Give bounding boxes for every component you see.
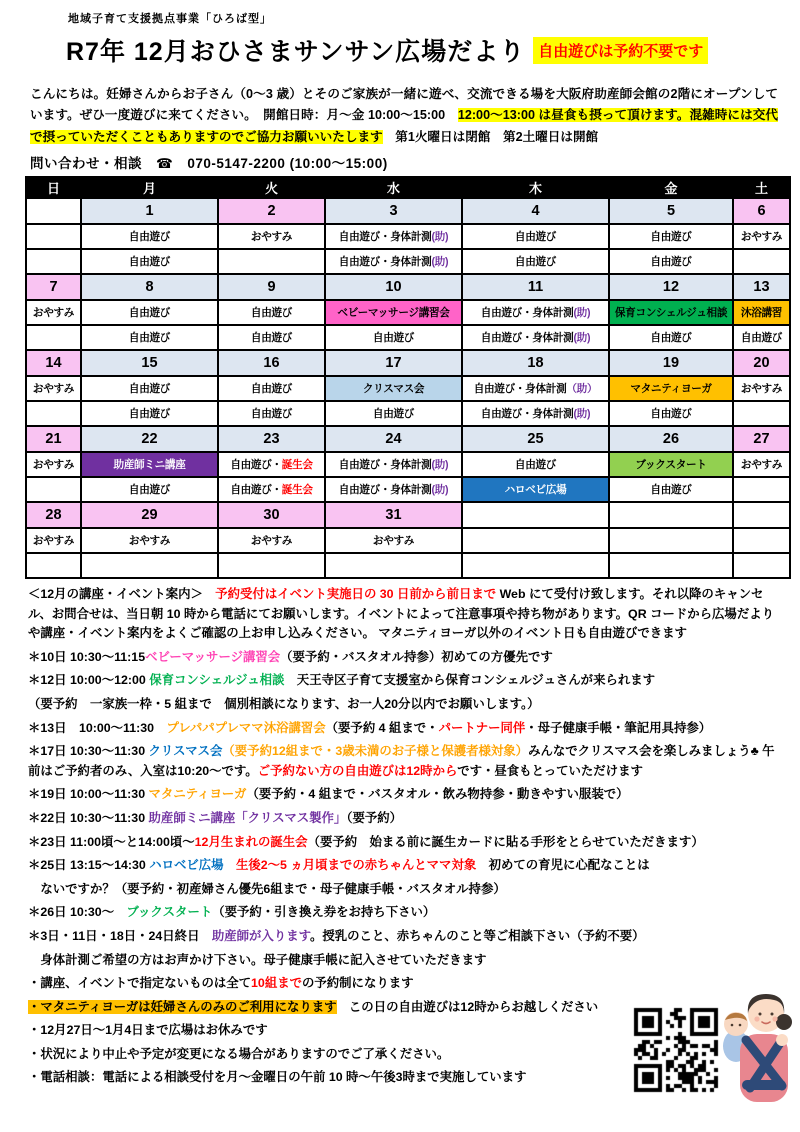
date-cell: 6 bbox=[733, 198, 790, 224]
text-segment: （要予約・バスタオル持参）初めての方優先です bbox=[280, 649, 553, 664]
event-cell bbox=[733, 553, 790, 578]
weekday-header: 木 bbox=[462, 177, 609, 198]
event-cell: 自由遊び・身体計測(助) bbox=[462, 401, 609, 426]
event-cell bbox=[609, 553, 733, 578]
date-cell: 29 bbox=[81, 502, 218, 528]
title-row bbox=[66, 32, 708, 68]
event-line bbox=[28, 648, 780, 668]
date-cell bbox=[609, 502, 733, 528]
text-segment: （要予約・4 組まで・バスタオル・飲み物持参・動きやすい服装で） bbox=[246, 787, 629, 802]
text-segment: ご予約ない方の自由遊びは12時から bbox=[257, 763, 458, 778]
event-line bbox=[28, 585, 780, 644]
event-cell: ハロベビ広場 bbox=[462, 477, 609, 502]
date-cell bbox=[733, 502, 790, 528]
event-cell: 自由遊び bbox=[609, 249, 733, 274]
text-segment: ないですか？（要予約・初産婦さん優先6組まで・母子健康手帳・バスタオル持参） bbox=[28, 881, 506, 896]
text-segment: 保育コンシェルジュ相談 bbox=[149, 673, 285, 688]
weekday-header: 火 bbox=[218, 177, 325, 198]
text-segment: （要予約12組まで・3歳未満のお子様と保護者様対象） bbox=[222, 744, 529, 759]
event-cell: 自由遊び・誕生会 bbox=[218, 452, 325, 477]
event-cell: 自由遊び bbox=[733, 325, 790, 350]
event-cell: 自由遊び・身体計測(助) bbox=[325, 452, 462, 477]
text-segment bbox=[224, 858, 236, 872]
event-cell bbox=[26, 477, 81, 502]
event-line bbox=[28, 809, 780, 829]
event-cell bbox=[733, 528, 790, 553]
event-line bbox=[28, 856, 780, 876]
text-segment: ＊13日 10:00～11:30 bbox=[28, 720, 167, 735]
event-cell bbox=[609, 528, 733, 553]
text-segment: ベビーマッサージ講習会 bbox=[145, 649, 281, 664]
contact-line: 問い合わせ・相談 ☎ 070-5147-2200 (10:00～15:00) bbox=[30, 156, 388, 171]
date-cell: 8 bbox=[81, 274, 218, 300]
text-segment: Web にて受付け致します。それ以降のキャンセル、お問合せは、当日朝 10 時から電話にてお願いします。イベントによって注意事項や持ち物があります。QR コードから広場だよりや講座・イベント案内をよくご確認の上お申し込みください。 マタニティヨーガ以外のイベント日も自由遊びできます bbox=[28, 587, 774, 641]
event-cell: 自由遊び bbox=[81, 477, 218, 502]
text-segment: パートナー同伴 bbox=[438, 720, 526, 735]
text-segment: この日の自由遊びは12時からお越しください bbox=[336, 999, 599, 1014]
event-cell: 自由遊び bbox=[81, 300, 218, 325]
text-segment: ブックスタート bbox=[126, 905, 213, 920]
text-segment: （要予約） bbox=[346, 810, 403, 825]
event-cell: マタニティヨーガ bbox=[609, 376, 733, 401]
date-cell: 15 bbox=[81, 350, 218, 376]
page-title: R7年 12月おひさまサンサン広場だより bbox=[66, 38, 526, 66]
text-segment: ＊25日 13:15～14:30 bbox=[28, 858, 150, 873]
event-cell: おやすみ bbox=[26, 300, 81, 325]
event-cell: おやすみ bbox=[733, 376, 790, 401]
date-cell: 10 bbox=[325, 274, 462, 300]
date-cell bbox=[26, 198, 81, 224]
date-cell: 22 bbox=[81, 426, 218, 452]
text-segment: です・昼食もとっていただけます bbox=[457, 763, 643, 778]
date-cell: 19 bbox=[609, 350, 733, 376]
date-cell: 9 bbox=[218, 274, 325, 300]
event-cell: おやすみ bbox=[26, 376, 81, 401]
text-segment: こんにちは。妊婦さんからお子さん（0～3 歳）とそのご家族が一緒に遊べ、交流できる場を大阪府助産師会館の2階にオープンしています。ぜひ一度遊びに来てください。 開館日時：月～金 10:00～15:00 bbox=[30, 87, 778, 123]
text-segment: 助産師ミニ講座「クリスマス製作」 bbox=[148, 810, 347, 825]
event-cell bbox=[325, 553, 462, 578]
weekday-header: 土 bbox=[733, 177, 790, 198]
mother-baby-illustration bbox=[712, 984, 800, 1110]
text-segment: の予約制になります bbox=[302, 976, 414, 991]
event-cell: おやすみ bbox=[325, 528, 462, 553]
event-cell: 自由遊び bbox=[81, 401, 218, 426]
date-cell: 25 bbox=[462, 426, 609, 452]
event-line bbox=[28, 833, 780, 853]
event-cell: ブックスタート bbox=[609, 452, 733, 477]
event-cell: おやすみ bbox=[733, 224, 790, 249]
event-cell bbox=[81, 553, 218, 578]
text-segment: 身体計測ご希望の方はお声かけ下さい。母子健康手帳に記入させていただきます bbox=[28, 952, 487, 967]
event-cell bbox=[26, 249, 81, 274]
event-cell: 自由遊び・身体計測(助) bbox=[325, 249, 462, 274]
event-cell bbox=[462, 528, 609, 553]
weekday-header: 日 bbox=[26, 177, 81, 198]
text-segment: ＊3日・11日・18日・24日終日 bbox=[28, 928, 212, 943]
event-line bbox=[28, 695, 780, 715]
date-cell: 23 bbox=[218, 426, 325, 452]
date-cell: 31 bbox=[325, 502, 462, 528]
event-line bbox=[28, 927, 780, 947]
date-cell: 30 bbox=[218, 502, 325, 528]
event-cell: 助産師ミニ講座 bbox=[81, 452, 218, 477]
date-cell: 5 bbox=[609, 198, 733, 224]
event-line bbox=[28, 903, 780, 923]
event-cell: 自由遊び bbox=[325, 325, 462, 350]
event-cell: 自由遊び bbox=[609, 401, 733, 426]
event-cell: 自由遊び bbox=[609, 224, 733, 249]
event-cell: おやすみ bbox=[218, 224, 325, 249]
event-cell: おやすみ bbox=[218, 528, 325, 553]
event-cell bbox=[26, 401, 81, 426]
event-line bbox=[28, 742, 780, 781]
event-cell bbox=[218, 553, 325, 578]
event-line bbox=[28, 880, 780, 900]
event-line bbox=[28, 719, 780, 739]
text-segment: ＊26日 10:30～ bbox=[28, 905, 127, 920]
text-segment: 天王寺区子育て支援室から保育コンシェルジュさんが来られます bbox=[284, 673, 656, 688]
date-cell bbox=[462, 502, 609, 528]
event-line bbox=[28, 785, 780, 805]
text-segment: ・電話相談：電話による相談受付を月～金曜日の午前 10 時～午後3時まで実施しています bbox=[28, 1070, 527, 1085]
qr-code bbox=[632, 1006, 720, 1094]
text-segment: ・母子健康手帳・筆記用具持参） bbox=[525, 720, 712, 735]
event-cell: 自由遊び bbox=[81, 376, 218, 401]
text-segment: 10組まで bbox=[251, 976, 302, 991]
event-cell bbox=[733, 249, 790, 274]
event-cell: おやすみ bbox=[26, 528, 81, 553]
date-cell: 11 bbox=[462, 274, 609, 300]
event-cell: 自由遊び bbox=[81, 325, 218, 350]
weekday-header: 月 bbox=[81, 177, 218, 198]
date-cell: 16 bbox=[218, 350, 325, 376]
text-segment: 。授乳のこと、赤ちゃんのこと等ご相談下さい（予約不要） bbox=[310, 928, 645, 943]
text-segment: クリスマス会 bbox=[148, 744, 223, 759]
text-segment: 12月生まれの誕生会 bbox=[194, 834, 308, 849]
event-cell: ベビーマッサージ講習会 bbox=[325, 300, 462, 325]
event-cell: 自由遊び bbox=[462, 249, 609, 274]
event-cell: 自由遊び bbox=[218, 376, 325, 401]
text-segment: ・12月27日～1月4日まで広場はお休みです bbox=[28, 1023, 268, 1038]
free-play-badge: 自由遊びは予約不要です bbox=[533, 37, 708, 64]
text-segment: ・講座、イベントで指定ないものは全て bbox=[28, 976, 252, 991]
weekday-header: 水 bbox=[325, 177, 462, 198]
event-cell: 自由遊び・身体計測(助) bbox=[462, 300, 609, 325]
text-segment: （要予約 4 組まで・ bbox=[325, 720, 439, 735]
text-segment: ＜12月の講座・イベント案内＞ bbox=[28, 587, 216, 601]
date-cell: 21 bbox=[26, 426, 81, 452]
event-cell: 自由遊び bbox=[462, 452, 609, 477]
event-cell: おやすみ bbox=[81, 528, 218, 553]
text-segment: ＊19日 10:00～11:30 bbox=[28, 787, 149, 802]
text-segment: （要予約・引き換え券をお持ち下さい） bbox=[212, 905, 436, 920]
event-cell: 自由遊び・身体計測（助） bbox=[462, 376, 609, 401]
event-cell: 自由遊び・身体計測(助) bbox=[325, 477, 462, 502]
event-cell: 自由遊び・身体計測(助) bbox=[325, 224, 462, 249]
date-cell: 20 bbox=[733, 350, 790, 376]
event-cell: 自由遊び bbox=[81, 224, 218, 249]
event-cell: 自由遊び・誕生会 bbox=[218, 477, 325, 502]
event-cell bbox=[733, 477, 790, 502]
event-cell: 自由遊び bbox=[609, 477, 733, 502]
event-cell bbox=[733, 401, 790, 426]
event-cell bbox=[218, 249, 325, 274]
text-segment: ＊17日 10:30～11:30 bbox=[28, 744, 149, 759]
date-cell: 3 bbox=[325, 198, 462, 224]
date-cell: 18 bbox=[462, 350, 609, 376]
event-line bbox=[28, 671, 780, 691]
text-segment: ・状況により中止や予定が変更になる場合がありますのでご了承ください。 bbox=[28, 1046, 450, 1061]
date-cell: 2 bbox=[218, 198, 325, 224]
date-cell: 27 bbox=[733, 426, 790, 452]
text-segment: 12:00～13:00 は昼食も摂って頂けます。混雑時には交代で摂っていただくこともありますのでご協力お願いいたします bbox=[30, 108, 778, 144]
text-segment: 助産師が入ります bbox=[211, 928, 310, 943]
text-segment: ハロベビ広場 bbox=[149, 858, 224, 873]
event-cell: 自由遊び bbox=[218, 300, 325, 325]
event-cell: おやすみ bbox=[733, 452, 790, 477]
text-segment: ＊10日 10:30～11:15 bbox=[28, 649, 146, 664]
text-segment: ・マタニティヨーガは妊婦さんのみのご利用になります bbox=[28, 999, 337, 1014]
date-cell: 7 bbox=[26, 274, 81, 300]
event-cell: クリスマス会 bbox=[325, 376, 462, 401]
date-cell: 28 bbox=[26, 502, 81, 528]
program-label: 地域子育て支援拠点事業「ひろば型」 bbox=[68, 13, 272, 25]
event-cell: 自由遊び・身体計測(助) bbox=[462, 325, 609, 350]
event-cell: 保育コンシェルジュ相談 bbox=[609, 300, 733, 325]
date-cell: 13 bbox=[733, 274, 790, 300]
event-cell: 自由遊び bbox=[462, 224, 609, 249]
event-cell: 自由遊び bbox=[218, 325, 325, 350]
text-segment: みんなでクリスマス会を楽しみましょう♣ 午前はご予約者のみ、入室は10:20～です。 bbox=[28, 744, 775, 778]
event-cell bbox=[26, 553, 81, 578]
event-cell: 自由遊び bbox=[325, 401, 462, 426]
event-line bbox=[28, 974, 780, 994]
text-segment: 第1火曜日は閉館 第2土曜日は開館 bbox=[382, 129, 599, 144]
text-segment: ＊23日 11:00頃～と14:00頃～ bbox=[28, 834, 195, 849]
date-cell: 4 bbox=[462, 198, 609, 224]
event-line bbox=[28, 951, 780, 971]
text-segment: （要予約 一家族一枠・5 組まで 個別相談になります、お一人20分以内でお願いします。） bbox=[28, 696, 540, 711]
event-cell bbox=[26, 325, 81, 350]
text-segment: （要予約 始まる前に誕生カードに貼る手形をとらせていただきます） bbox=[307, 834, 704, 849]
event-cell: 自由遊び bbox=[218, 401, 325, 426]
text-segment: マタニティヨーガ bbox=[148, 787, 247, 802]
event-cell: 自由遊び bbox=[81, 249, 218, 274]
event-cell: 自由遊び bbox=[609, 325, 733, 350]
date-cell: 1 bbox=[81, 198, 218, 224]
text-segment: プレパパプレママ沐浴講習会 bbox=[166, 720, 326, 735]
event-cell: 沐浴講習 bbox=[733, 300, 790, 325]
text-segment: ＊22日 10:30～11:30 bbox=[28, 810, 149, 825]
intro-paragraph bbox=[30, 84, 778, 148]
date-cell: 24 bbox=[325, 426, 462, 452]
event-cell bbox=[462, 553, 609, 578]
weekday-header: 金 bbox=[609, 177, 733, 198]
date-cell: 12 bbox=[609, 274, 733, 300]
date-cell: 17 bbox=[325, 350, 462, 376]
date-cell: 14 bbox=[26, 350, 81, 376]
text-segment: 生後2～5 ヵ月頃までの赤ちゃんとママ対象 bbox=[235, 858, 477, 873]
text-segment: ＊12日 10:00～12:00 bbox=[28, 673, 150, 688]
date-cell: 26 bbox=[609, 426, 733, 452]
december-calendar bbox=[25, 176, 791, 579]
event-cell bbox=[26, 224, 81, 249]
event-cell: おやすみ bbox=[26, 452, 81, 477]
text-segment: 予約受付はイベント実施日の 30 日前から前日まで bbox=[215, 587, 497, 601]
text-segment: 初めての育児に心配なことは bbox=[476, 858, 650, 873]
